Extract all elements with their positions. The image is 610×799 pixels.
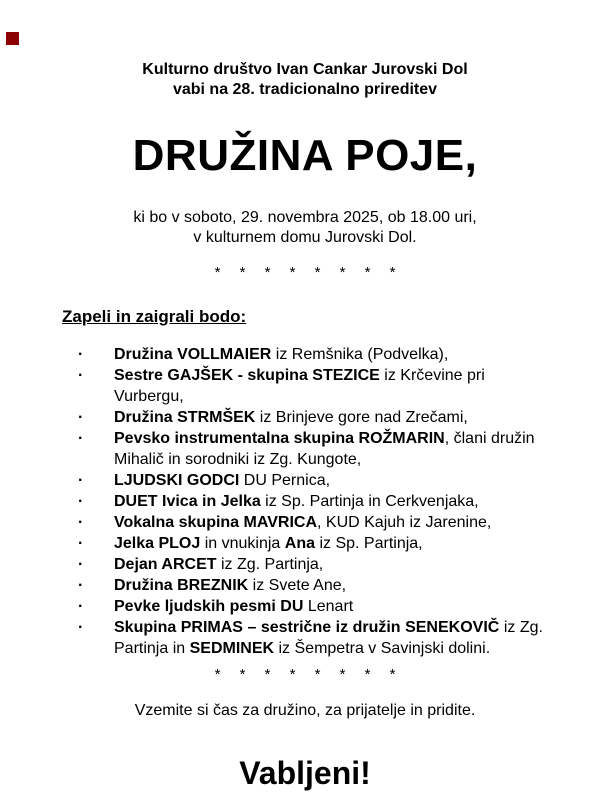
performer-origin: iz Šempetra v Savinjski dolini. bbox=[274, 640, 491, 657]
organizer-header bbox=[0, 60, 610, 100]
event-venue-line: v kulturnem domu Jurovski Dol. bbox=[193, 229, 417, 246]
performer-item bbox=[62, 428, 543, 470]
performer-name: LJUDSKI GODCI bbox=[114, 472, 240, 489]
performer-origin: iz Sp. Partinja, bbox=[315, 535, 423, 552]
performer-item bbox=[62, 512, 543, 533]
performer-origin: in vnukinja bbox=[200, 535, 285, 552]
closing-title: Vabljeni! bbox=[239, 755, 371, 791]
performer-name: Jelka PLOJ bbox=[114, 535, 201, 552]
performer-name: Družina STRMŠEK bbox=[114, 409, 256, 426]
performers-heading: Zapeli in zaigrali bodo: bbox=[62, 307, 247, 326]
asterisk-separator-top: * * * * * * * * bbox=[214, 264, 396, 281]
performer-item bbox=[62, 554, 543, 575]
performer-name: Pevke ljudskih pesmi DU bbox=[114, 598, 304, 615]
performer-item bbox=[62, 407, 543, 428]
performer-item bbox=[62, 533, 543, 554]
event-date-line: ki bo v soboto, 29. novembra 2025, ob 18.00 uri, bbox=[133, 209, 477, 226]
performer-origin: iz Krčevine pri Vurbergu, bbox=[114, 367, 485, 405]
organizer-name: Kulturno društvo Ivan Cankar Jurovski Dol bbox=[142, 61, 468, 78]
performer-item bbox=[62, 575, 543, 596]
performer-item bbox=[62, 344, 543, 365]
performer-origin: iz Zg. Partinja in bbox=[114, 619, 544, 657]
performer-name: Družina VOLLMAIER bbox=[114, 346, 272, 363]
performer-name: Ana bbox=[284, 535, 316, 552]
performers-list bbox=[62, 344, 543, 659]
performer-item bbox=[62, 470, 543, 491]
performer-name: Skupina PRIMAS – sestrične iz družin SENEKOVIČ bbox=[114, 619, 500, 636]
event-title: DRUŽINA POJE, bbox=[132, 131, 478, 180]
performer-name: SEDMINEK bbox=[189, 640, 275, 657]
performer-item bbox=[62, 491, 543, 512]
closing-message: Vzemite si čas za družino, za prijatelje in pridite. bbox=[134, 702, 476, 719]
performer-name: Družina BREZNIK bbox=[114, 577, 249, 594]
asterisk-separator-bottom: * * * * * * * * bbox=[214, 666, 396, 683]
performer-name: Pevsko instrumentalna skupina ROŽMARIN bbox=[114, 430, 445, 447]
performer-origin: iz Svete Ane, bbox=[248, 577, 347, 594]
event-datetime bbox=[0, 208, 610, 248]
performer-name: Vokalna skupina MAVRICA bbox=[114, 514, 317, 531]
performer-origin: , KUD Kajuh iz Jarenine, bbox=[317, 514, 492, 531]
performer-item bbox=[62, 617, 543, 659]
performer-origin: DU Pernica, bbox=[239, 472, 331, 489]
performer-origin: Lenart bbox=[303, 598, 354, 615]
performer-origin: iz Sp. Partinja in Cerkvenjaka, bbox=[260, 493, 479, 510]
performer-origin: iz Brinjeve gore nad Zrečami, bbox=[255, 409, 468, 426]
performer-name: Dejan ARCET bbox=[114, 556, 217, 573]
performer-name: DUET Ivica in Jelka bbox=[114, 493, 261, 510]
performer-origin: , člani družin Mihalič in sorodniki iz Zg. Kungote, bbox=[114, 430, 535, 468]
event-subheading: vabi na 28. tradicionalno prireditev bbox=[172, 81, 438, 98]
performer-origin: iz Remšnika (Podvelka), bbox=[271, 346, 449, 363]
performer-origin: iz Zg. Partinja, bbox=[216, 556, 324, 573]
red-square-marker bbox=[6, 32, 19, 45]
performer-item bbox=[62, 365, 543, 407]
performer-item bbox=[62, 596, 543, 617]
performer-name: Sestre GAJŠEK - skupina STEZICE bbox=[114, 367, 380, 384]
